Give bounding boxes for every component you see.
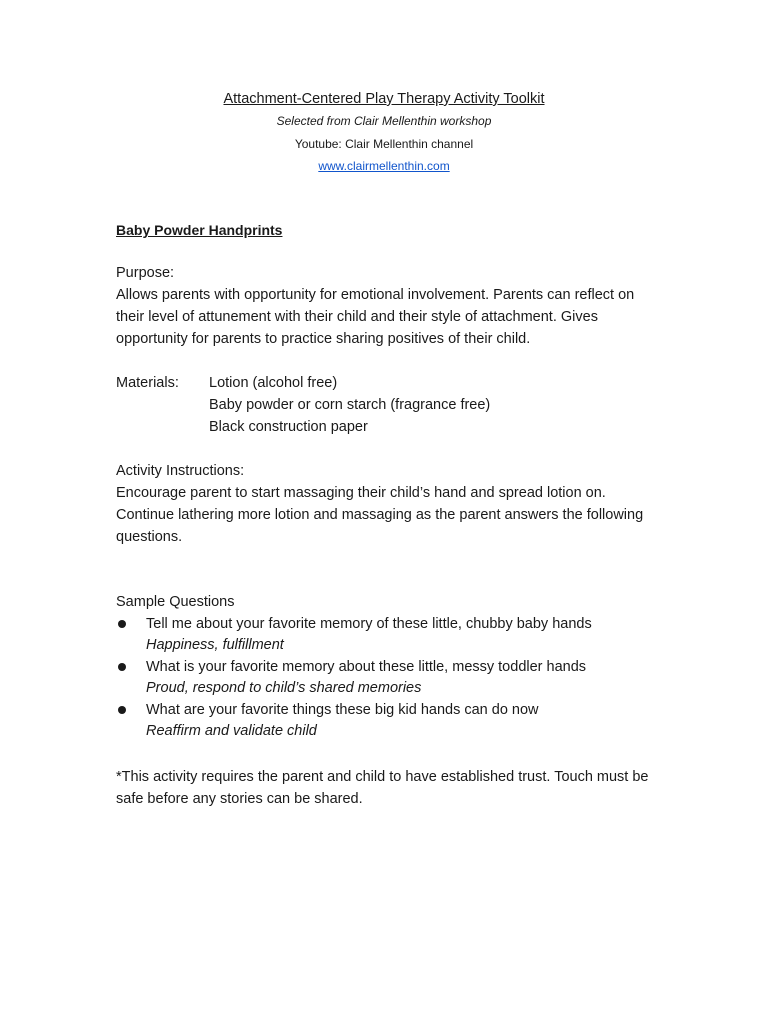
document-header bbox=[116, 88, 652, 176]
materials-list bbox=[209, 372, 490, 438]
document-page bbox=[116, 88, 656, 807]
question-text: Tell me about your favorite memory of these little, chubby baby hands bbox=[146, 616, 592, 632]
materials-item: Baby powder or corn starch (fragrance free) bbox=[209, 397, 491, 413]
question-item bbox=[116, 699, 656, 742]
instructions-text: Encourage parent to start massaging their child’s hand and spread lotion on. Continue lathering more lotion and massaging as the parent answers the following questions. bbox=[116, 485, 644, 545]
answer-text: Happiness, fulfillment bbox=[146, 637, 284, 653]
purpose-label: Purpose: bbox=[116, 265, 175, 281]
bullet-icon bbox=[116, 613, 146, 635]
materials-section bbox=[116, 372, 656, 438]
question-item bbox=[116, 656, 656, 699]
document-title: Attachment-Centered Play Therapy Activity Toolkit bbox=[223, 91, 545, 107]
instructions-label: Activity Instructions: bbox=[116, 463, 245, 479]
youtube-channel-text: Youtube: Clair Mellenthin channel bbox=[294, 137, 474, 151]
sample-questions-section bbox=[116, 591, 656, 742]
materials-item: Lotion (alcohol free) bbox=[209, 375, 338, 391]
activity-title: Baby Powder Handprints bbox=[116, 222, 283, 238]
document-subtitle: Selected from Clair Mellenthin workshop bbox=[276, 114, 492, 128]
bullet-icon bbox=[116, 656, 146, 678]
trust-note: *This activity requires the parent and child to have established trust. Touch must be safe before any stories can be shared. bbox=[116, 769, 649, 807]
question-text: What is your favorite memory about these little, messy toddler hands bbox=[146, 659, 587, 675]
materials-label: Materials: bbox=[116, 375, 179, 391]
bullet-icon bbox=[116, 699, 146, 721]
sample-questions-label: Sample Questions bbox=[116, 594, 235, 610]
question-item bbox=[116, 613, 656, 656]
question-text: What are your favorite things these big kid hands can do now bbox=[146, 702, 539, 718]
materials-item: Black construction paper bbox=[209, 419, 368, 435]
website-link[interactable]: www.clairmellenthin.com bbox=[318, 159, 450, 173]
instructions-section bbox=[116, 460, 656, 548]
answer-text: Reaffirm and validate child bbox=[146, 723, 317, 739]
answer-text: Proud, respond to child’s shared memories bbox=[146, 680, 422, 696]
purpose-section bbox=[116, 262, 656, 350]
purpose-text: Allows parents with opportunity for emotional involvement. Parents can reflect on their level of attunement with their child and their style of attachment. Gives opportunity for parents to practice sharing positives of their child. bbox=[116, 287, 635, 347]
